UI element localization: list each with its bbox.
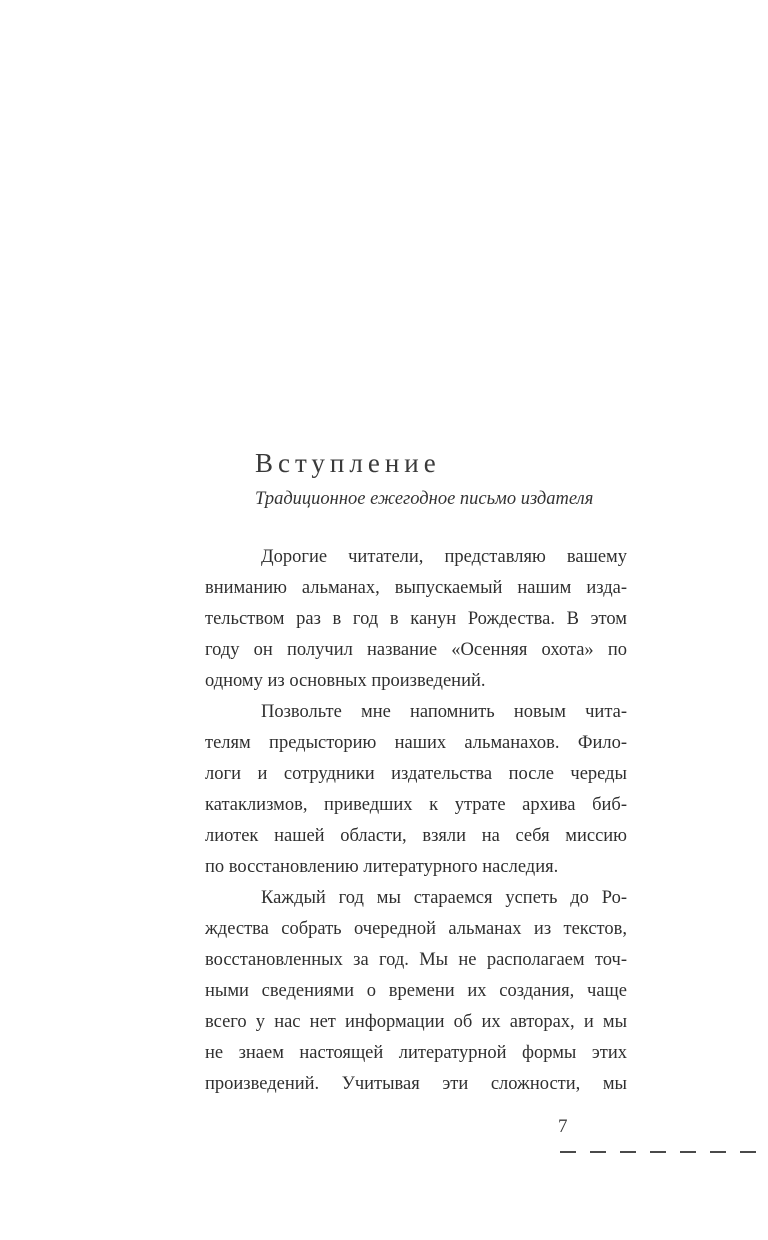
text-line: тельством раз в год в канун Рождества. В этом [205, 609, 627, 629]
text-line: восстановленных за год. Мы не располагаем точ- [205, 950, 627, 970]
text-line: вниманию альманах, выпускаемый нашим изда- [205, 578, 627, 598]
text-line: Каждый год мы стараемся успеть до Ро- [261, 888, 627, 908]
paragraph [205, 697, 627, 883]
text-line: году он получил название «Осенняя охота» по [205, 640, 627, 660]
text-line: Дорогие читатели, представляю вашему [261, 547, 627, 567]
text-line: ждества собрать очередной альманах из текстов, [205, 919, 627, 939]
text-line: одному из основных произведений. [205, 671, 486, 691]
text-line: не знаем настоящей литературной формы этих [205, 1043, 627, 1063]
text-line: по восстановлению литературного наследия. [205, 857, 559, 877]
text-line: Позвольте мне напомнить новым чита- [261, 702, 627, 722]
text-line: лиотек нашей области, взяли на себя миссию [205, 826, 627, 846]
page-number: 7 [558, 1116, 568, 1137]
chapter-title: Вступление [255, 448, 441, 478]
body-text [205, 542, 627, 1100]
text-line: произведений. Учитывая эти сложности, мы [205, 1074, 627, 1094]
text-line: телям предысторию наших альманахов. Фило- [205, 733, 627, 753]
paragraph [205, 542, 627, 697]
text-line: логи и сотрудники издательства после череды [205, 764, 627, 784]
page-edge-dashes [560, 1151, 768, 1153]
paragraph [205, 883, 627, 1100]
text-line: ными сведениями о времени их создания, чаще [205, 981, 627, 1001]
page-content [205, 448, 627, 1100]
text-line: всего у нас нет информации об их авторах, и мы [205, 1012, 627, 1032]
text-line: катаклизмов, приведших к утрате архива биб- [205, 795, 627, 815]
chapter-subtitle: Традиционное ежегодное письмо издателя [255, 489, 594, 509]
